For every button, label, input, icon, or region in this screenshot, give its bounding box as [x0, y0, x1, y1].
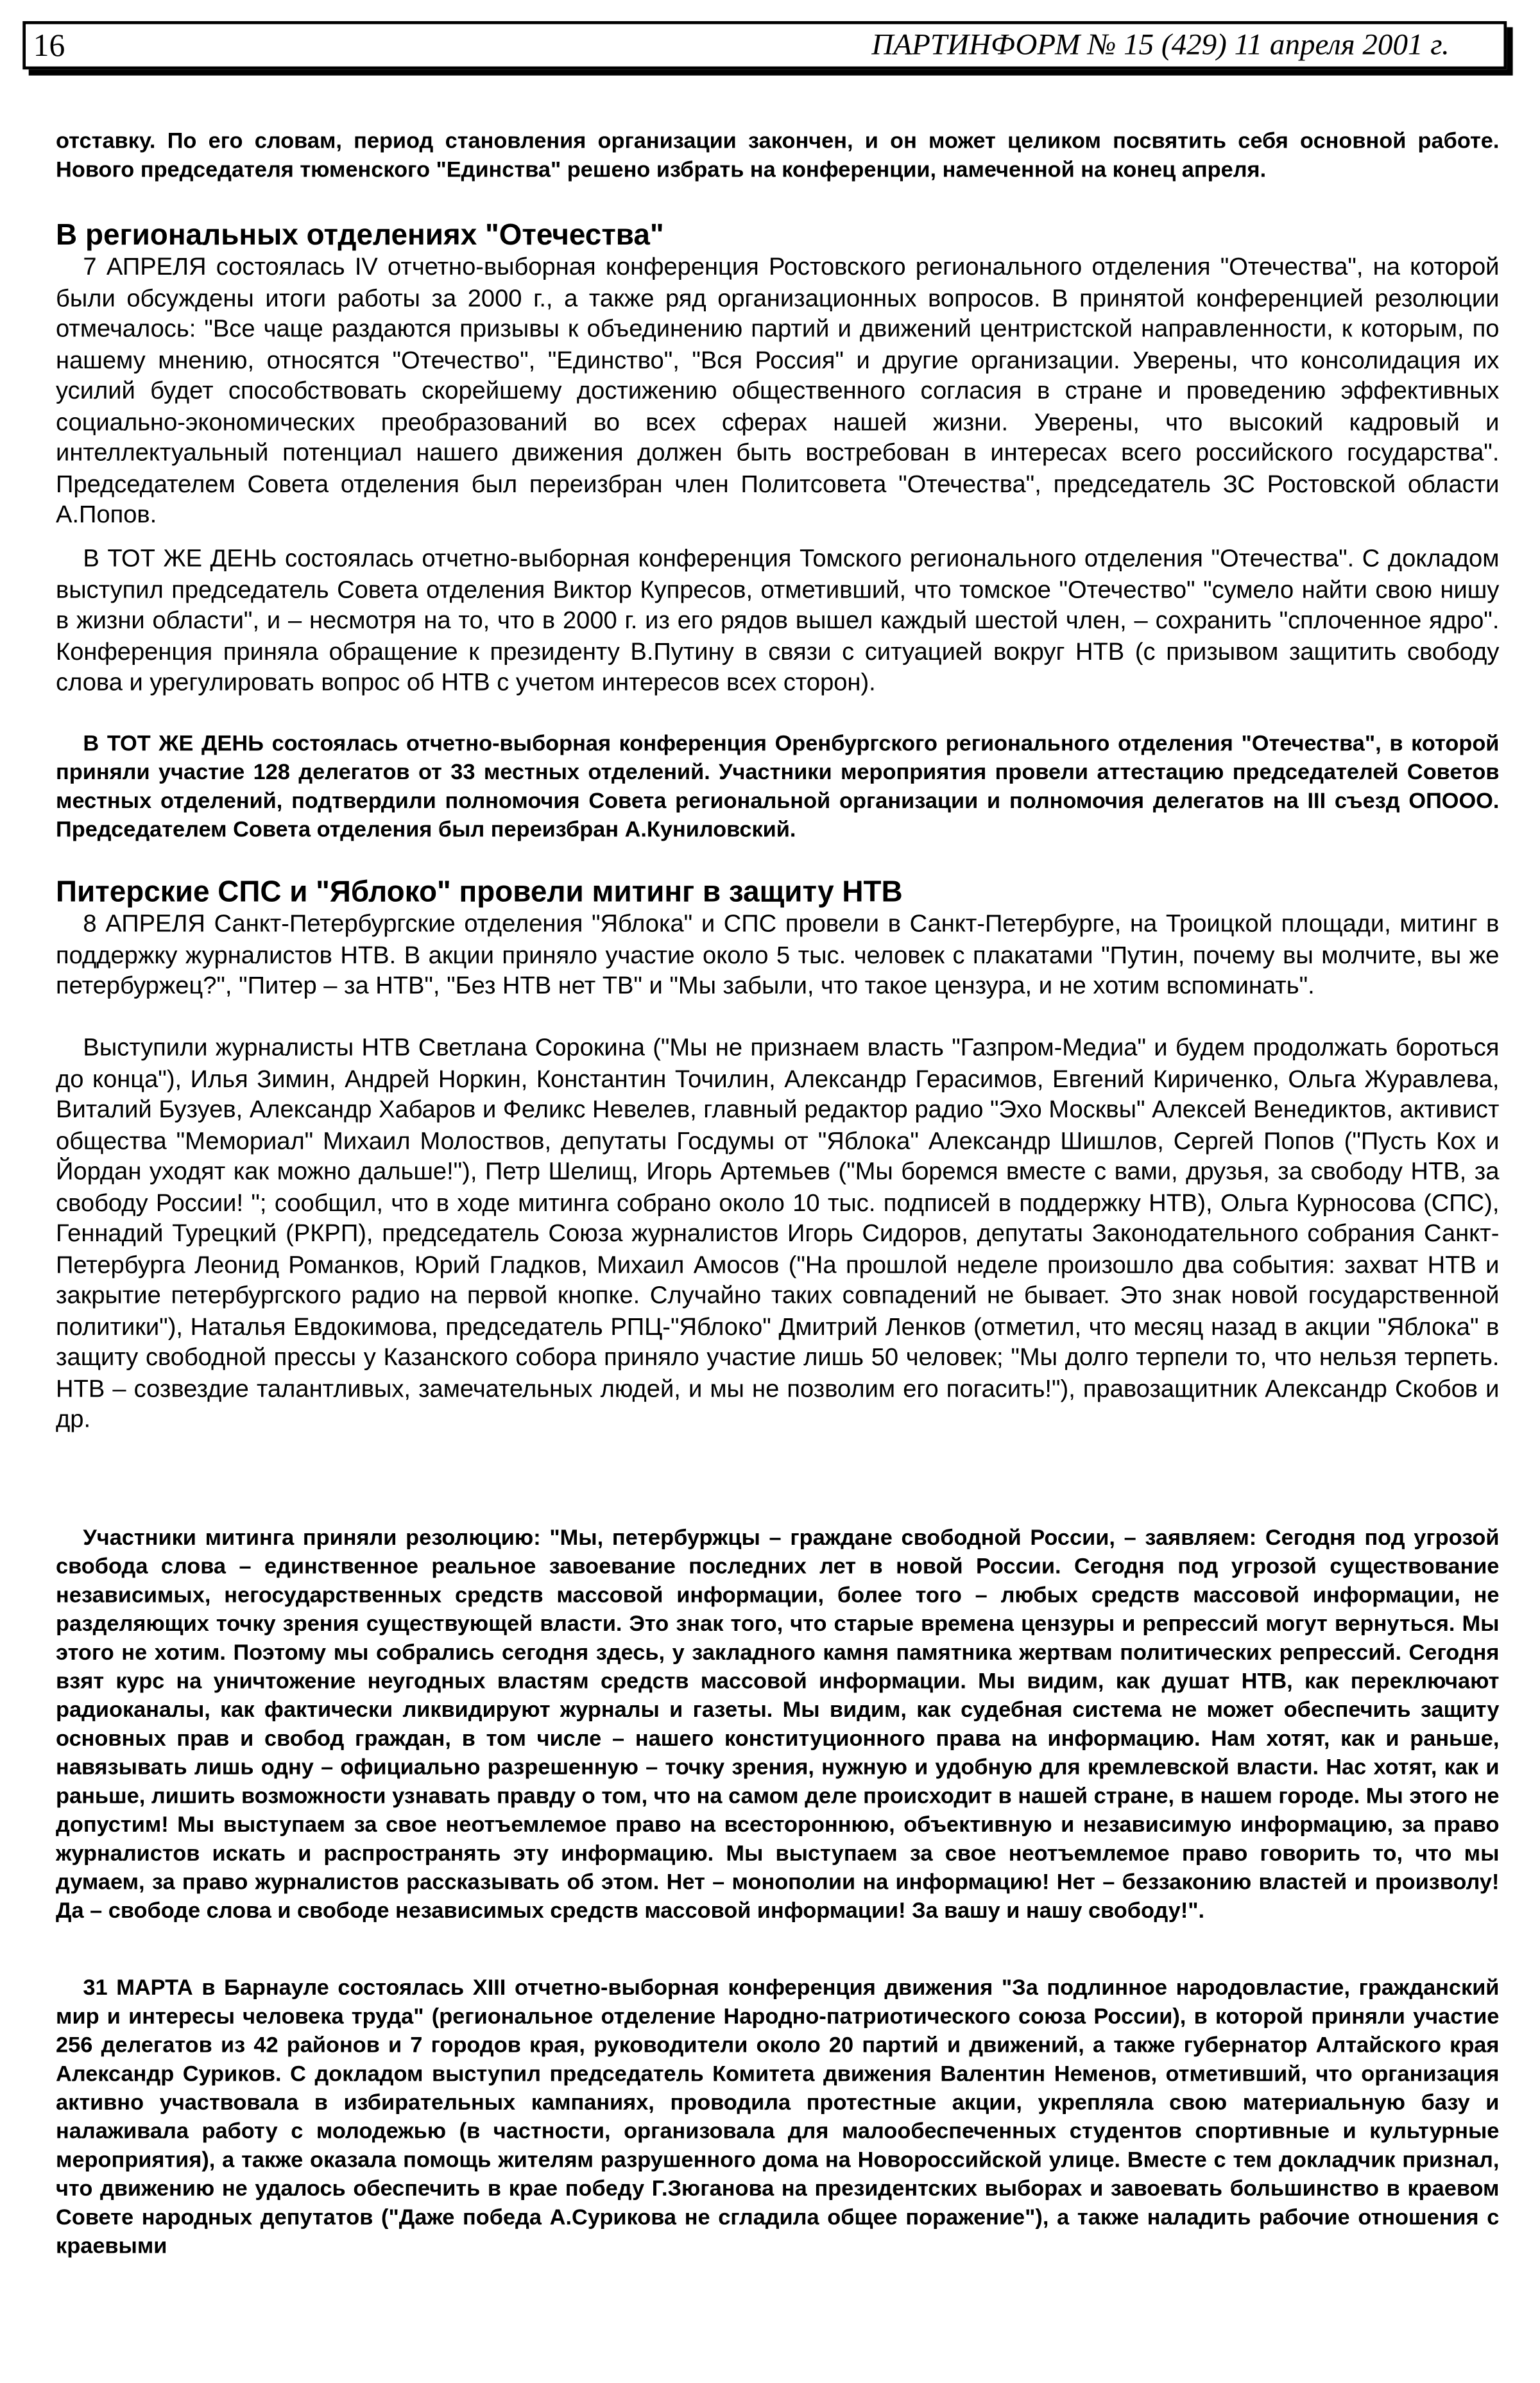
page-header — [22, 21, 1507, 69]
article-paragraph: 8 АПРЕЛЯ Санкт-Петербургские отделения "Яблока" и СПС провели в Санкт-Петербурге, на Троицкой площади, митинг в поддержку журналистов НТВ. В акции приняло участие около 5 тыс. человек с плакатами "Путин, почему вы молчите, вы же петербуржец?", "Питер – за НТВ", "Без НТВ нет ТВ" и "Мы забыли, что такое цензура, и не хотим вспоминать". — [56, 910, 1500, 1000]
section-heading-otechestvo: В региональных отделениях "Отечества" — [56, 219, 664, 252]
article-paragraph: В ТОТ ЖЕ ДЕНЬ состоялась отчетно-выборная конференция Томского регионального отделения "Отечества". С докладом выступил председатель Совета отделения Виктор Купресов, отметивший, что томское "Отечество" "сумело найти свою нишу в жизни области", и – несмотря на то, что в 2000 г. из его рядов вышел каждый шестой член, – сохранить "сплоченное ядро". Конференция приняла обращение к президенту В.Путину в связи с ситуацией вокруг НТВ (с призывом защитить свободу слова и урегулировать вопрос об НТВ с учетом интересов всех сторон). — [56, 545, 1500, 696]
publication-title: ПАРТИНФОРМ № 15 (429) 11 апреля 2001 г. — [871, 28, 1450, 62]
article-paragraph: Выступили журналисты НТВ Светлана Сорокина ("Мы не признаем власть "Газпром-Медиа" и будем продолжать бороться до конца"), Илья Зимин, Андрей Норкин, Константин Точилин, Александр Герасимов, Евгений Кириченко, Ольга Журавлева, Виталий Бузуев, Александр Хабаров и Феликс Невелев, главный редактор радио "Эхо Москвы" Алексей Венедиктов, активист общества "Мемориал" Михаил Молоствов, депутаты Госдумы от "Яблока" Александр Шишлов, Сергей Попов ("Пусть Кох и Йордан уходят как можно дальше!"), Петр Шелищ, Игорь Артемьев ("Мы боремся вместе с вами, друзья, за свободу НТВ, за свободу России! "; сообщил, что в ходе митинга собрано около 10 тыс. подписей в поддержку НТВ), Ольга Курносова (СПС), Геннадий Турецкий (РКРП), председатель Союза журналистов Игорь Сидоров, депутаты Законодательного собрания Санкт-Петербурга Леонид Романков, Юрий Гладков, Михаил Амосов ("На прошлой неделе произошло два события: захват НТВ и закрытие петербургского радио на первой кнопке. Случайно таких совпадений не бывает. Это знак новой государственной политики"), Наталья Евдокимова, председатель РПЦ-"Яблоко" Дмитрий Ленков (отметил, что месяц назад в акции "Яблока" в защиту свободной прессы у Казанского собора приняло участие лишь 50 человек; "Мы долго терпели то, что нельзя терпеть. НТВ – созвездие талантливых, замечательных людей, и мы не позволим его погасить!"), правозащитник Александр Скобов и др. — [56, 1034, 1500, 1433]
article-paragraph: 7 АПРЕЛЯ состоялась IV отчетно-выборная конференция Ростовского регионального отделения "Отечества", на которой были обсуждены итоги работы за 2000 г., а также ряд организационных вопросов. В принятой конференцией резолюции отмечалось: "Все чаще раздаются призывы к объединению партий и движений центристской направленности, к которым, по нашему мнению, относятся "Отечество", "Единство", "Вся Россия" и другие организации. Уверены, что консолидация их усилий будет способствовать скорейшему достижению общественного согласия в стране и проведению эффективных социально-экономических преобразований во всех сферах нашей жизни. Уверены, что высокий кадровый и интеллектуальный потенциал нашего движения должен быть востребован в интересах всего российского государства". Председателем Совета отделения был переизбран член Политсовета "Отечества", председатель ЗС Ростовской области А.Попов. — [56, 254, 1500, 529]
section-heading-ntv-rally: Питерские СПС и "Яблоко" провели митинг в защиту НТВ — [56, 875, 903, 909]
page-number: 16 — [33, 27, 65, 64]
intro-paragraph: отставку. По его словам, период становления организации закончен, и он может целиком посвятить себя основной работе. Нового председателя тюменского "Единства" решено избрать на конференции, намеченной на конец апреля. — [56, 130, 1500, 183]
barnaul-paragraph: 31 МАРТА в Барнауле состоялась XIII отчетно-выборная конференция движения "За подлинное народовластие, гражданский мир и интересы человека труда" (региональное отделение Народно-патриотического союза России), в которой приняли участие 256 делегатов из 42 районов и 7 городов края, руководители около 20 партий и движений, а также губернатор Алтайского края Александр Суриков. С докладом выступил председатель Комитета движения Валентин Неменов, отметивший, что организация активно участвовала в избирательных кампаниях, проводила протестные акции, укрепляла свою материальную базу и налаживала работу с молодежью (в частности, организовала для малообеспеченных студентов спортивные и культурные мероприятия), а также оказала помощь жителям разрушенного дома на Новороссийской улице. Вместе с тем докладчик признал, что движению не удалось обеспечить в крае победу Г.Зюганова на президентских выборах и завоевать большинство в краевом Совете народных депутатов ("Даже победа А.Сурикова не сгладила общее поражение"), а также наладить рабочие отношения с краевыми — [56, 1976, 1500, 2259]
rally-resolution: Участники митинга приняли резолюцию: "Мы, петербуржцы – граждане свободной России, – заявляем: Сегодня под угрозой свобода слова – единственное реальное завоевание последних лет в новой России. Сегодня под угрозой существование независимых, негосударственных средств массовой информации, более того – любых средств массовой информации, не разделяющих точку зрения существующей власти. Это знак того, что старые времена цензуры и репрессий могут вернуться. Мы этого не хотим. Поэтому мы собрались сегодня здесь, у закладного камня памятника жертвам политических репрессий. Сегодня взят курс на уничтожение неугодных властям средств массовой информации. Мы видим, как душат НТВ, как переключают радиоканалы, как фактически ликвидируют журналы и газеты. Мы видим, как судебная система не может обеспечить защиту основных прав и свобод граждан, в том числе – нашего конституционного права на информацию. Нам хотят, как и раньше, навязывать лишь одну – официально разрешенную – точку зрения, нужную и удобную для кремлевской власти. Нас хотят, как и раньше, лишить возможности узнавать правду о том, что на самом деле происходит в нашей стране, в нашем городе. Мы этого не допустим! Мы выступаем за свое неотъемлемое право на всестороннюю, объективную и независимую информацию, за право журналистов искать и распространять эту информацию. Мы выступаем за свое неотъемлемое право говорить то, что мы думаем, за право журналистов рассказывать об этом. Нет – монополии на информацию! Нет – беззаконию властей и произволу! Да – свободе слова и свободе независимых средств массовой информации! За вашу и нашу свободу!". — [56, 1526, 1500, 1924]
article-bold-paragraph: В ТОТ ЖЕ ДЕНЬ состоялась отчетно-выборная конференция Оренбургского регионального отделения "Отечества", в которой приняли участие 128 делегатов от 33 местных отделений. Участники мероприятия провели аттестацию председателей Советов местных отделений, подтвердили полномочия Совета региональной организации и полномочия делегатов на III съезд ОПООО. Председателем Совета отделения был переизбран А.Куниловский. — [56, 732, 1500, 843]
